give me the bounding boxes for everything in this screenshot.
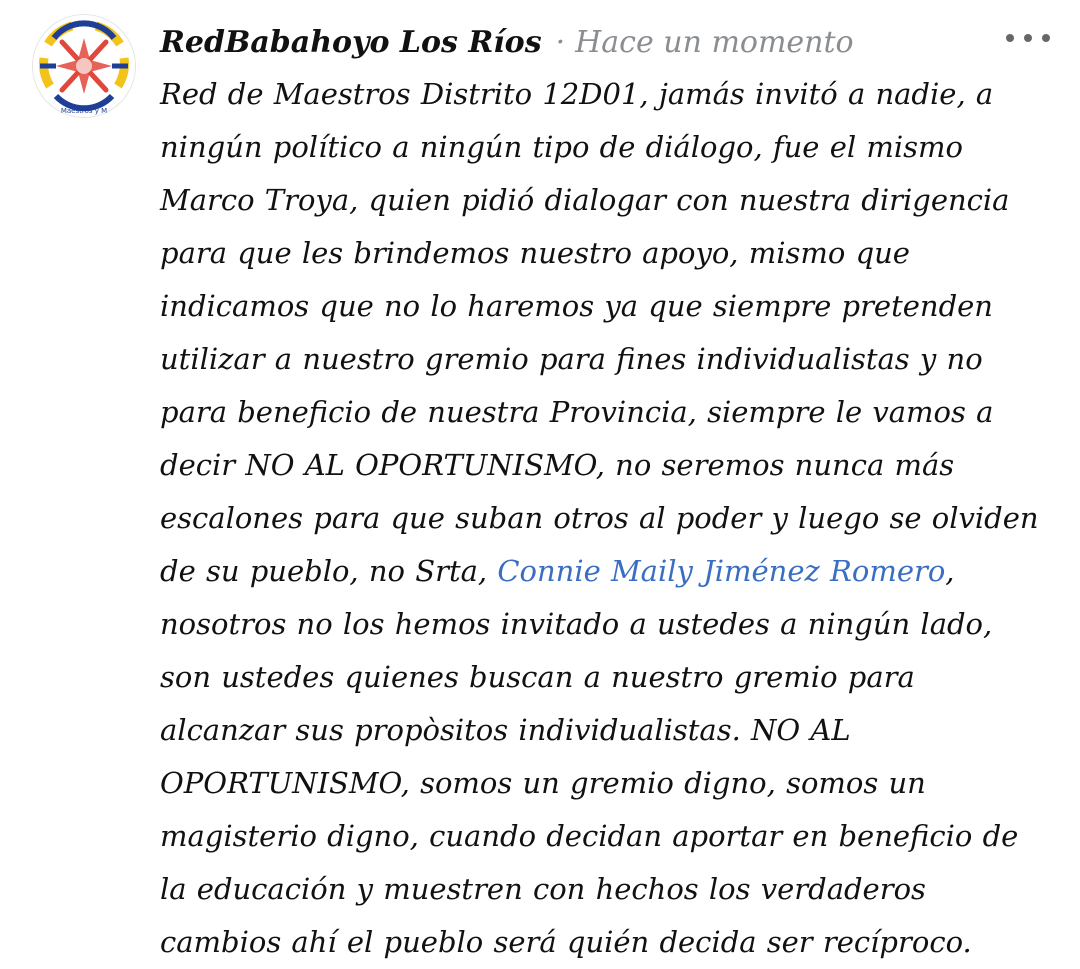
avatar-caption: Maestros y M xyxy=(60,107,108,115)
post-timestamp[interactable]: Hace un momento xyxy=(575,25,854,60)
organization-logo-icon xyxy=(32,14,136,118)
post-text-part2: , nosotros no los hemos invitado a ustedes a ningún lado, son ustedes quienes buscan a nuestro gremio para alcanzar sus propòsitos individualistas. NO AL OPORTUNISMO, somos un gremio digno, somos un magisterio digno, cuando decidan aportar en beneficio de la educación y muestren con hechos los verdaderos cambios ahí el pueblo será quién decida ser recíproco. xyxy=(160,554,1019,959)
author-name[interactable]: RedBabahoyo Los Ríos xyxy=(160,25,542,60)
more-horizontal-icon-dot xyxy=(1024,34,1032,42)
post-body xyxy=(160,68,1050,969)
post-header xyxy=(160,20,854,66)
author-avatar[interactable] xyxy=(32,14,136,118)
more-options-button[interactable] xyxy=(1006,28,1050,48)
more-horizontal-icon-dot xyxy=(1042,34,1050,42)
mention-link[interactable]: Connie Maily Jiménez Romero xyxy=(497,554,946,588)
post-text-part1: Red de Maestros Distrito 12D01, jamás invitó a nadie, a ningún político a ningún tipo de diálogo, fue el mismo Marco Troya, quien pidió dialogar con nuestra dirigencia para que les brindemos nuestro apoyo, mismo que indicamos que no lo haremos ya que siempre pretenden utilizar a nuestro gremio para fines individualistas y no para beneficio de nuestra Provincia, siempre le vamos a decir NO AL OPORTUNISMO, no seremos nunca más escalones para que suban otros al poder y luego se olviden de su pueblo, no Srta, xyxy=(160,77,1039,588)
more-horizontal-icon xyxy=(1006,34,1014,42)
header-separator: · xyxy=(555,25,566,60)
